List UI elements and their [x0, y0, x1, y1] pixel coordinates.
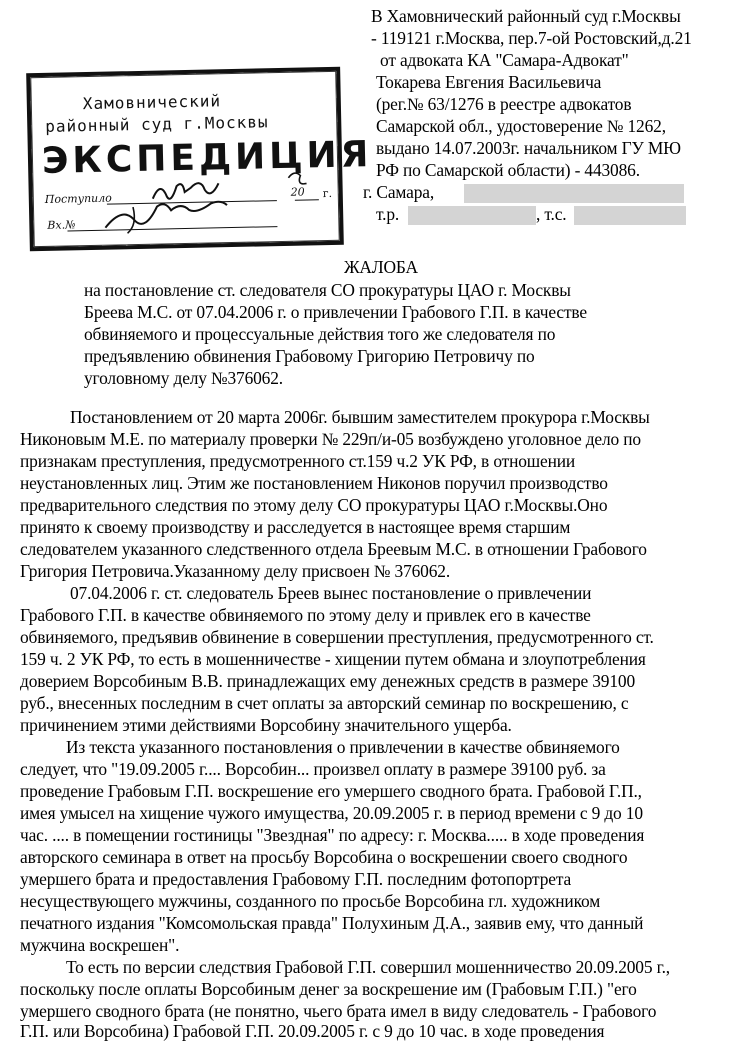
redacted-phone-work — [408, 206, 536, 225]
body-line: Из текста указанного постановления о привлечении в качестве обвиняемого — [66, 737, 620, 757]
body-line: предварительного следствия по этому делу СО прокуратуры ЦАО г.Москвы.Оно — [20, 495, 608, 515]
body-line: Никоновым М.Е. по материалу проверки № 229п/и-05 возбуждено уголовное дело по — [20, 429, 641, 449]
body-line: имея умысел на хищение чужого имущества, 20.09.2005 г. в период времени с 9 до 10 — [20, 803, 643, 823]
court-stamp — [26, 67, 373, 252]
subject-line: предъявлению обвинения Грабовому Григорию Петровичу по — [84, 346, 535, 366]
header-line: (рег.№ 63/1276 в реестре адвокатов — [376, 94, 632, 114]
header-line: т.р. — [376, 204, 400, 224]
body-line: обвиняемого, предъявив обвинение в совершении преступления, предусмотренного ст. — [20, 627, 654, 647]
body-line: умершего сводного брата (не понятно, чьего брата имел в виду следователь - Грабового — [20, 1001, 657, 1021]
body-line: доверием Ворсобиным В.В. принадлежащих ему денежных средств в размере 39100 — [20, 671, 635, 691]
stamp-year-suffix: г. — [322, 186, 333, 201]
subject-line: уголовному делу №376062. — [84, 368, 283, 388]
stamp-line3: ЭКСПЕДИЦИЯ — [41, 134, 373, 182]
header-line: от адвоката КА "Самара-Адвокат" — [380, 50, 629, 70]
body-line: неустановленных лиц. Этим же постановлением Никонов поручил производство — [20, 473, 608, 493]
header-line: РФ по Самарской области) - 443086. — [376, 160, 640, 180]
document-title: ЖАЛОБА — [344, 257, 418, 277]
body-line: руб., внесенных последним в счет оплаты за авторский семинар по воскрешению, с — [20, 693, 629, 713]
body-line: умершего брата и предоставления Грабовому Г.П. последним фотопортрета — [20, 869, 572, 889]
stamp-handwriting — [30, 71, 339, 247]
subject-line: обвиняемого и процессуальные действия того же следователя по — [84, 324, 556, 344]
body-line: следует, что "19.09.2005 г.... Ворсобин... произвел оплату в размере 39100 руб. за — [20, 759, 606, 779]
body-line: Постановлением от 20 марта 2006г. бывшим заместителем прокурора г.Москвы — [70, 407, 650, 427]
body-line: проведение Грабовым Г.П. воскрешение его умершего сводного брата. Грабовой Г.П., — [20, 781, 642, 801]
body-line: печатного издания "Комсомольская правда" Полухиным Д.А., заявив ему, что данный — [20, 913, 644, 933]
body-line: 159 ч. 2 УК РФ, то есть в мошенничестве - хищении путем обмана и злоупотребления — [20, 649, 646, 669]
body-line: То есть по версии следствия Грабовой Г.П. совершил мошенничество 20.09.2005 г., — [66, 957, 670, 977]
body-line: Грабового Г.П. в качестве обвиняемого по этому делу и привлек его в качестве — [20, 605, 591, 625]
header-line: Самарской обл., удостоверение № 1262, — [376, 116, 666, 136]
body-line: Г.П. или Ворсобина) Грабовой Г.П. 20.09.2005 г. с 9 до 10 час. в ходе проведения — [20, 1021, 605, 1041]
body-line: 07.04.2006 г. ст. следователь Бреев вынес постановление о привлечении — [70, 583, 592, 603]
redacted-address — [464, 184, 684, 203]
header-line: Токарева Евгения Васильевича — [376, 72, 602, 92]
header-line: , т.с. — [536, 204, 567, 224]
body-line: причинением этими действиями Ворсобину значительного ущерба. — [20, 715, 512, 735]
body-line: мужчина воскрешен". — [20, 935, 180, 955]
header-line: выдано 14.07.2003г. начальником ГУ МЮ — [376, 138, 681, 158]
body-line: следователем указанного следственного отдела Бреевым М.С. в отношении Грабового — [20, 539, 647, 559]
body-line: принято к своему производству и расследуется в настоящее время старшим — [20, 517, 571, 537]
body-line: час. .... в помещении гостиницы "Звездная" по адресу: г. Москва..... в ходе проведения — [20, 825, 645, 845]
redacted-phone-mobile — [574, 206, 686, 225]
subject-line: Бреева М.С. от 07.04.2006 г. о привлечении Грабового Г.П. в качестве — [84, 302, 587, 322]
body-line: признакам преступления, предусмотренного ст.159 ч.2 УК РФ, в отношении — [20, 451, 576, 471]
body-line: несуществующего мужчины, созданного по просьбе Ворсобина гл. художником — [20, 891, 601, 911]
stamp-line2: районный суд г.Москвы — [45, 112, 269, 136]
subject-line: на постановление ст. следователя СО прокуратуры ЦАО г. Москвы — [84, 280, 571, 300]
body-line: поскольку после оплаты Ворсобиным денег за воскрешение им (Грабовым Г.П.) "его — [20, 979, 637, 999]
stamp-line1: Хамовнический — [82, 91, 222, 114]
header-line: - 119121 г.Москва, пер.7-ой Ростовский,д.21 — [371, 28, 692, 48]
body-line: Григория Петровича.Указанному делу присвоен № 376062. — [20, 561, 451, 581]
body-line: авторского семинара в ответ на просьбу Ворсобина о воскрешении своего сводного — [20, 847, 628, 867]
stamp-received-label: Поступило — [44, 191, 112, 206]
stamp-year-label: 20 — [290, 185, 305, 199]
header-line: г. Самара, — [363, 182, 435, 202]
header-line: В Хамовнический районный суд г.Москвы — [371, 6, 681, 26]
stamp-number-label: Вх.№ — [47, 218, 76, 232]
